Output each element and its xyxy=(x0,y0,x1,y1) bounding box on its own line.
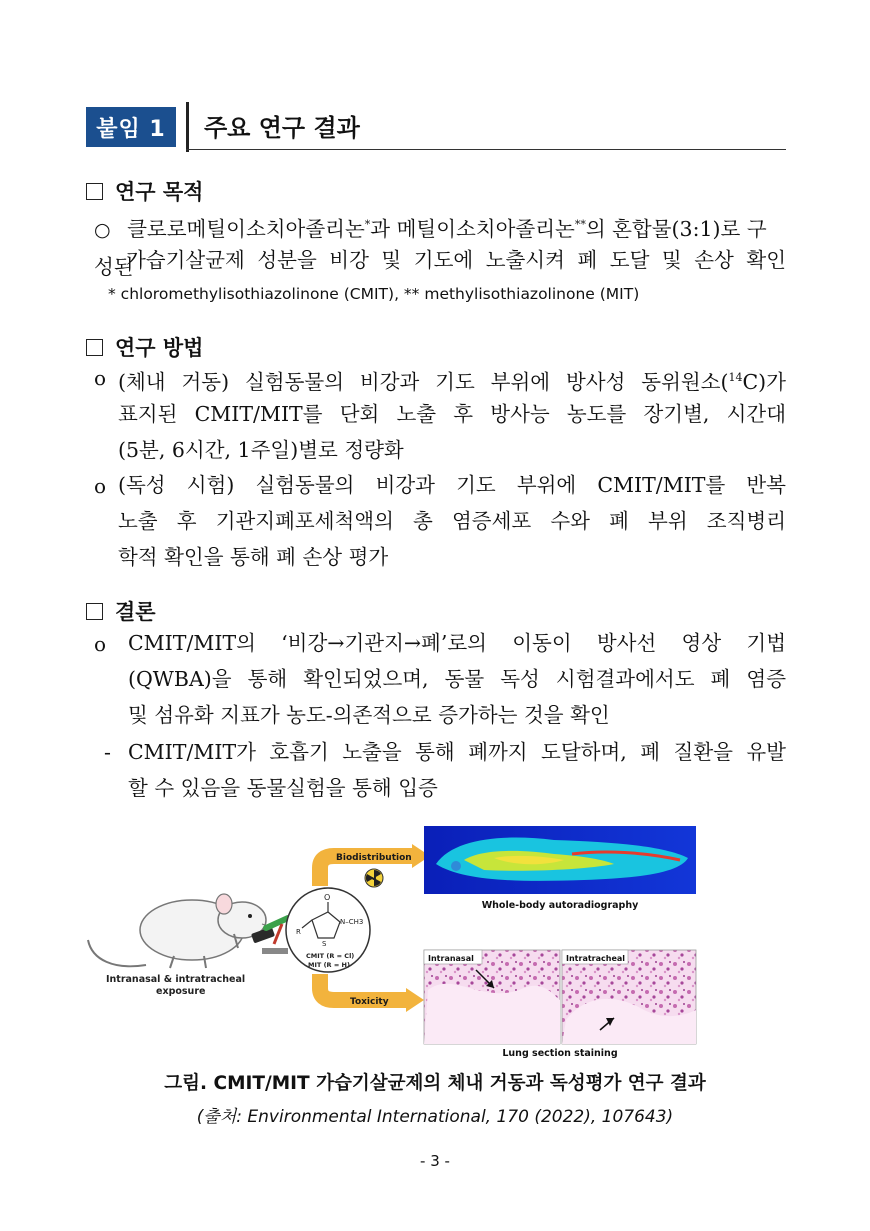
section-method-heading xyxy=(86,332,203,362)
section-purpose-heading xyxy=(86,176,203,206)
autoradiography-image xyxy=(424,826,696,894)
method-item-1-line-1: (체내 거동) 실험동물의 비강과 기도 부위에 방사성 동위원소($^{14}$C)가 xyxy=(118,369,786,394)
conclusion-item-2-line-1: CMIT/MIT가 호흡기 노출을 통해 폐까지 도달하며, 폐 질환을 유발 xyxy=(128,740,786,764)
exposure-label-2: exposure xyxy=(156,986,206,997)
method-bullet-2: o xyxy=(94,474,107,498)
section-purpose-title: 연구 목적 xyxy=(115,180,204,204)
svg-text:S: S xyxy=(322,940,327,948)
method-item-2-line-1: (독성 시험) 실험동물의 비강과 기도 부위에 CMIT/MIT를 반복 xyxy=(118,473,786,497)
intranasal-label: Intranasal xyxy=(428,954,474,963)
section-conclusion-heading xyxy=(86,596,156,626)
svg-text:O: O xyxy=(324,893,331,902)
method-item-1-line-2: 표지된 CMIT/MIT를 단회 노출 후 방사능 농도를 장기별, 시간대 xyxy=(118,402,786,426)
appendix-badge: 붙임 1 xyxy=(86,107,176,147)
toxicity-arrow xyxy=(320,974,424,1012)
svg-text:N–CH3: N–CH3 xyxy=(340,918,364,926)
chemical-structure xyxy=(286,888,370,972)
conclusion-bullet-1: o xyxy=(94,632,107,656)
conclusion-dash: - xyxy=(104,740,111,764)
rat-illustration xyxy=(88,894,268,968)
radiation-icon xyxy=(365,869,383,887)
conclusion-item-1-line-2: (QWBA)을 통해 확인되었으며, 동물 독성 시험결과에서도 폐 염증 xyxy=(128,667,786,691)
header-rule xyxy=(186,149,786,150)
section-method-title: 연구 방법 xyxy=(115,336,204,360)
figure-caption: 그림. CMIT/MIT 가습기살균제의 체내 거동과 독성평가 연구 결과 xyxy=(164,1073,706,1094)
method-item-1-line-3: (5분, 6시간, 1주일)별로 정량화 xyxy=(118,438,404,462)
purpose-line-2: 가습기살균제 성분을 비강 및 기도에 노출시켜 폐 도달 및 손상 확인 xyxy=(126,248,786,272)
section-conclusion-title: 결론 xyxy=(115,600,156,624)
lung-section-caption: Lung section staining xyxy=(502,1048,618,1059)
purpose-line-1: ○ 클로로메틸이소치아졸리논*과 메틸이소치아졸리논**의 혼합물(3:1)로 구성된 xyxy=(94,216,767,279)
intratracheal-label: Intratracheal xyxy=(566,954,626,963)
biodistribution-label: Biodistribution xyxy=(336,853,412,863)
research-figure xyxy=(84,820,704,1062)
svg-text:R: R xyxy=(296,928,301,936)
exposure-label-1: Intranasal & intratracheal xyxy=(106,974,246,985)
autoradiography-caption: Whole-body autoradiography xyxy=(481,900,639,911)
page-number: - 3 - xyxy=(420,1152,450,1170)
conclusion-item-1-line-1: CMIT/MIT의 ‘비강→기관지→폐’로의 이동이 방사선 영상 기법 xyxy=(128,631,786,655)
lung-section-intratracheal xyxy=(562,950,696,1044)
conclusion-item-2-line-2: 할 수 있음을 동물실험을 통해 입증 xyxy=(128,776,438,800)
checkbox-square-icon xyxy=(86,183,103,200)
circle-bullet-icon: ○ xyxy=(94,218,111,241)
svg-text:MIT (R = H): MIT (R = H) xyxy=(308,961,350,969)
toxicity-label: Toxicity xyxy=(350,997,389,1007)
method-item-2-line-2: 노출 후 기관지폐포세척액의 총 염증세포 수와 폐 부위 조직병리 xyxy=(118,509,786,533)
conclusion-item-1-line-3: 및 섬유화 지표가 농도-의존적으로 증가하는 것을 확인 xyxy=(128,703,610,727)
svg-text:CMIT (R = Cl): CMIT (R = Cl) xyxy=(306,952,355,960)
method-bullet-1: o xyxy=(94,366,107,390)
page-title: 주요 연구 결과 xyxy=(204,114,360,142)
figure-source: (출처: Environmental International, 170 (2022), 107643) xyxy=(196,1107,674,1127)
lung-section-intranasal xyxy=(424,950,560,1044)
header-divider xyxy=(186,102,189,152)
checkbox-square-icon xyxy=(86,603,103,620)
checkbox-square-icon xyxy=(86,339,103,356)
purpose-footnote: * chloromethylisothiazolinone (CMIT), ** methylisothiazolinone (MIT) xyxy=(108,285,640,303)
method-item-2-line-3: 학적 확인을 통해 폐 손상 평가 xyxy=(118,545,389,569)
